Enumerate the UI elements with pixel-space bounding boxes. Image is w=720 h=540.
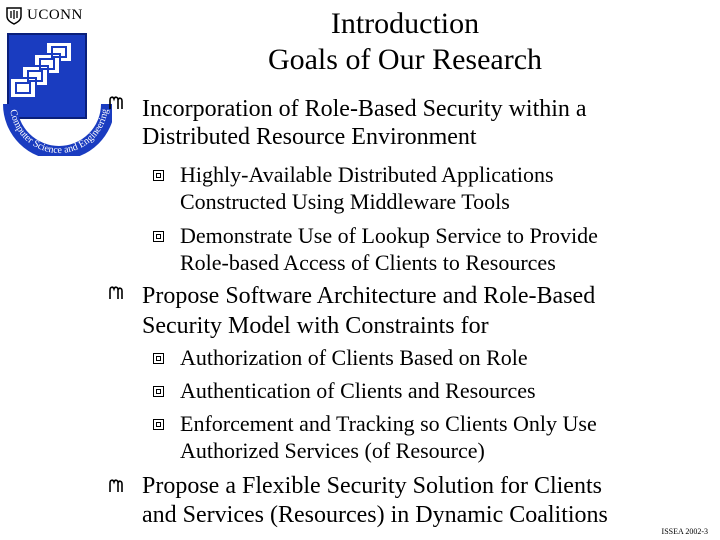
sub-bullet-icon (153, 419, 164, 430)
slide-footer: ISSEA 2002-3 (661, 527, 708, 536)
sub-bullet-icon (153, 353, 164, 364)
sub-bullet-icon (153, 170, 164, 181)
uconn-wordmark: UCONN (27, 6, 83, 23)
bullet-2-line-1: Propose Software Architecture and Role-Based (142, 283, 596, 309)
bullet-2-sub-1-line-1: Authorization of Clients Based on Role (180, 345, 528, 370)
sub-bullet-icon (153, 231, 164, 242)
sub-bullet-icon (153, 386, 164, 397)
bullet-2-sub-3-line-1: Enforcement and Tracking so Clients Only Use (180, 411, 597, 436)
bullet-3-line-1: Propose a Flexible Security Solution for Clients (142, 473, 602, 499)
bullet-3-line-2: and Services (Resources) in Dynamic Coalitions (142, 502, 608, 528)
bullet-2-line-2: Security Model with Constraints for (142, 313, 489, 339)
uconn-seal-icon (4, 5, 24, 25)
bullet-1-line-2: Distributed Resource Environment (142, 124, 477, 150)
bullet-1-sub-1-line-1: Highly-Available Distributed Applications (180, 162, 554, 187)
uconn-header (4, 4, 90, 26)
slide-title-line1: Introduction (330, 7, 480, 40)
bullet-2-sub-3-line-2: Authorized Services (of Resource) (180, 438, 485, 463)
bullet-1-sub-2-line-1: Demonstrate Use of Lookup Service to Provide (180, 223, 598, 248)
bullet-icon (109, 284, 123, 300)
bullet-2-sub-2-line-1: Authentication of Clients and Resources (180, 378, 536, 403)
cse-logo-text: Computer Science and Engineering (7, 108, 111, 156)
bullet-1-sub-2-line-2: Role-based Access of Clients to Resources (180, 250, 556, 275)
bullet-icon (109, 94, 123, 110)
bullet-icon (109, 477, 123, 493)
bullet-1-sub-1-line-2: Constructed Using Middleware Tools (180, 189, 510, 214)
slide-title-line2: Goals of Our Research (267, 43, 543, 76)
bullet-1-line-1: Incorporation of Role-Based Security within a (142, 96, 587, 122)
cse-department-logo (0, 30, 112, 156)
